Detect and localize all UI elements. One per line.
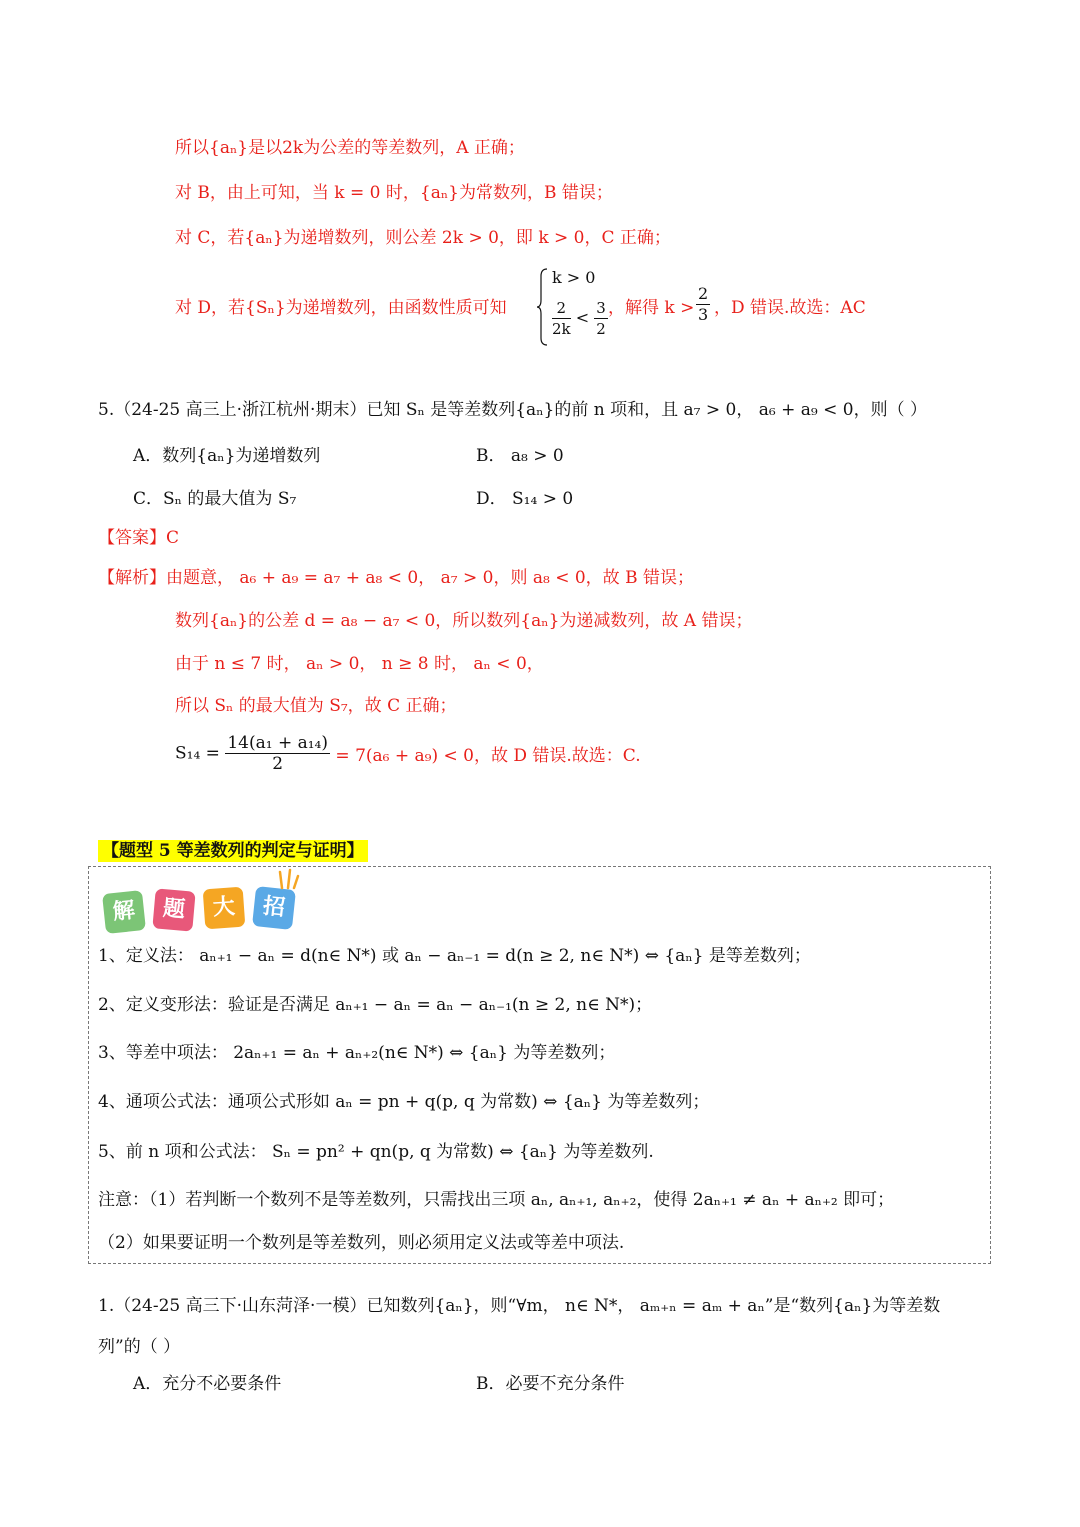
condition-1: k > 0 xyxy=(552,268,596,287)
solution-line-a: 所以{aₙ}是以2k为公差的等差数列，A 正确； xyxy=(175,138,525,158)
question-1-stem-line1: 1.（24-25 高三下·山东菏泽·一模）已知数列{aₙ}，则“∀m， n∈ N*， aₘ₊ₙ = aₘ + aₙ”是“数列{aₙ}为等差数 xyxy=(98,1296,941,1316)
question-5-option-a: A．数列{aₙ}为递增数列 xyxy=(133,446,321,466)
badge-zhao: 招 xyxy=(252,886,296,930)
left-brace xyxy=(536,268,548,346)
answer-row xyxy=(98,526,179,550)
analysis-line-5 xyxy=(175,733,641,774)
method-1: 1、定义法： aₙ₊₁ − aₙ = d(n∈ N*) 或 aₙ − aₙ₋₁ = d(n ≥ 2, n∈ N*) ⇔ {aₙ} 是等差数列； xyxy=(98,946,811,966)
solution-line-d-suffix: ，D 错误.故选：AC xyxy=(714,298,866,318)
s14-fraction: $\frac{\text{14(a₁ + a₁₄)}}{2}$ xyxy=(227,733,329,774)
answer-value: C xyxy=(166,528,180,548)
section-title: 【题型 5 等差数列的判定与证明】 xyxy=(98,840,368,862)
question-5-option-d: D． S₁₄ > 0 xyxy=(476,489,574,509)
solution-line-d-prefix: 对 D，若{Sₙ}为递增数列，由函数性质可知 xyxy=(175,298,507,318)
method-5: 5、前 n 项和公式法： Sₙ = pn² + qn(p, q 为常数) ⇔ {aₙ} 为等差数列. xyxy=(98,1142,654,1162)
fraction-two-thirds: $\frac{2}{3}$ xyxy=(698,284,709,324)
condition-2: $\frac{2}{2k}$ < $\frac{3}{2}$ xyxy=(552,299,606,338)
analysis-row-1 xyxy=(98,566,694,590)
solution-line-d-middle: ，解得 k > xyxy=(608,298,695,318)
solution-line-c: 对 C，若{aₙ}为递增数列，则公差 2k > 0，即 k > 0，C 正确； xyxy=(175,228,671,248)
question-5-option-c: C．Sₙ 的最大值为 S₇ xyxy=(133,489,297,509)
badge-jie: 解 xyxy=(102,890,146,934)
question-5-stem: 5.（24-25 高三上·浙江杭州·期末）已知 Sₙ 是等差数列{aₙ}的前 n 项和，且 a₇ > 0， a₆ + a₉ < 0，则（ ） xyxy=(98,400,927,420)
note-2: （2）如果要证明一个数列是等差数列，则必须用定义法或等差中项法. xyxy=(98,1233,625,1253)
method-2: 2、定义变形法：验证是否满足 aₙ₊₁ − aₙ = aₙ − aₙ₋₁(n ≥ 2, n∈ N*)； xyxy=(98,995,653,1015)
note-1: 注意：（1）若判断一个数列不是等差数列，只需找出三项 aₙ, aₙ₊₁, aₙ₊₂，使得 2aₙ₊₁ ≠ aₙ + aₙ₊₂ 即可； xyxy=(98,1190,895,1210)
solution-line-b: 对 B，由上可知，当 k = 0 时，{aₙ}为常数列，B 错误； xyxy=(175,183,613,203)
method-4: 4、通项公式法：通项公式形如 aₙ = pn + q(p, q 为常数) ⇔ {aₙ} 为等差数列； xyxy=(98,1092,710,1112)
analysis-line-2: 数列{aₙ}的公差 d = a₈ − a₇ < 0，所以数列{aₙ}为递减数列，故 A 错误； xyxy=(175,611,753,631)
s14-rhs: = 7(a₆ + a₉) < 0，故 D 错误.故选：C. xyxy=(335,746,641,766)
badge-ti: 题 xyxy=(152,888,195,931)
answer-label: 【答案】 xyxy=(98,528,166,548)
analysis-line-1: 由题意， a₆ + a₉ = a₇ + a₈ < 0， a₇ > 0，则 a₈ < 0，故 B 错误； xyxy=(166,568,694,588)
analysis-line-3: 由于 n ≤ 7 时， aₙ > 0， n ≥ 8 时， aₙ < 0， xyxy=(175,654,544,674)
method-3: 3、等差中项法： 2aₙ₊₁ = aₙ + aₙ₊₂(n∈ N*) ⇔ {aₙ} 为等差数列； xyxy=(98,1043,616,1063)
question-1-option-a: A．充分不必要条件 xyxy=(133,1374,282,1394)
question-1-option-b: B．必要不充分条件 xyxy=(476,1374,625,1394)
badge-da: 大 xyxy=(203,887,246,930)
question-1-stem-line2: 列”的（ ） xyxy=(98,1337,181,1357)
analysis-label: 【解析】 xyxy=(98,568,166,588)
sparkle-icon xyxy=(276,868,300,890)
analysis-line-4: 所以 Sₙ 的最大值为 S₇，故 C 正确； xyxy=(175,696,457,716)
question-5-option-b: B． a₈ > 0 xyxy=(476,446,564,466)
s14-lhs: S₁₄ = xyxy=(175,743,220,764)
